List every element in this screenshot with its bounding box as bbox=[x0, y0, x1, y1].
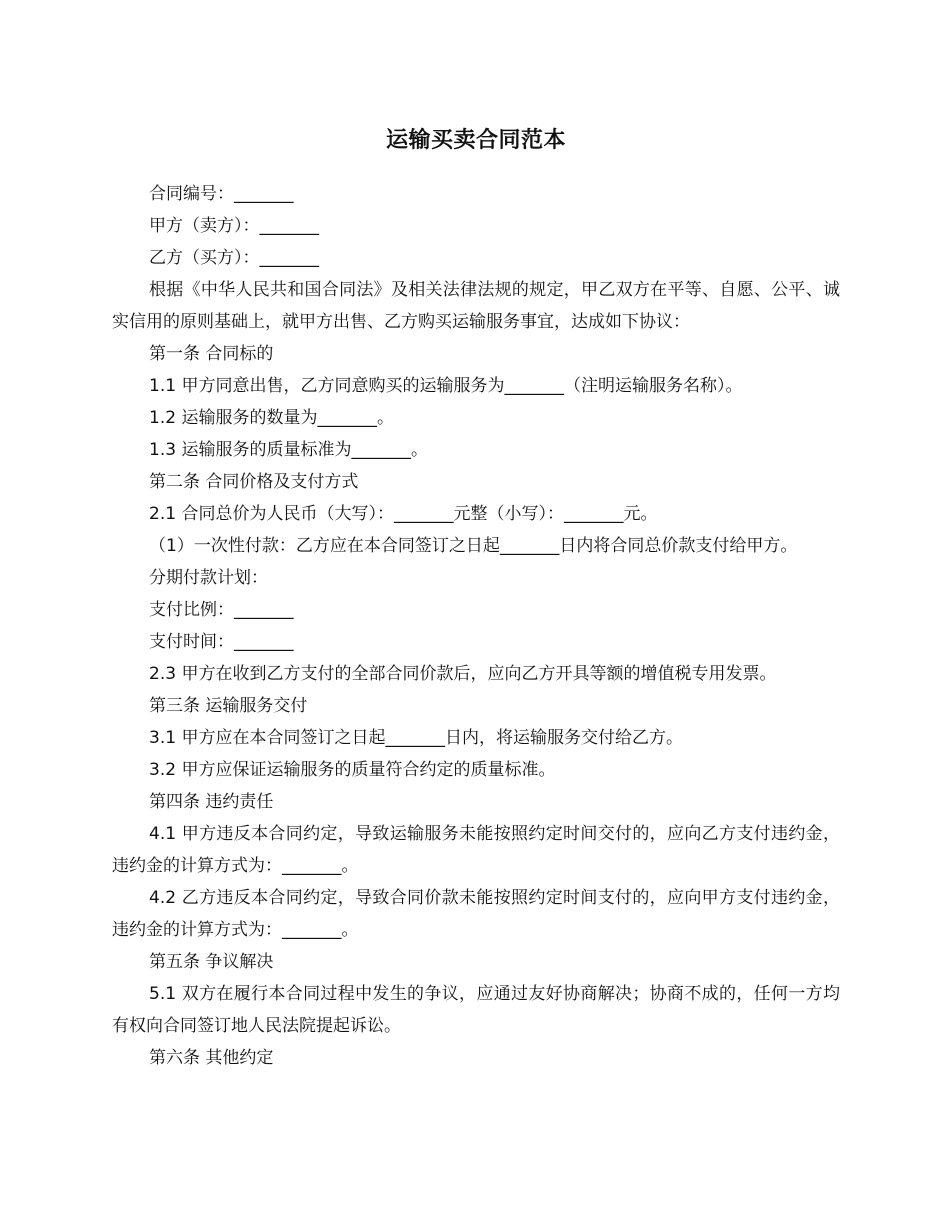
clause-1-1: 1.1 甲方同意出售，乙方同意购买的运输服务为_______（注明运输服务名称）。 bbox=[149, 376, 743, 396]
payment-option-1: （1）一次性付款：乙方应在本合同签订之日起_______日内将合同总价款支付给甲方。 bbox=[149, 536, 798, 556]
clause-3-1: 3.1 甲方应在本合同签订之日起_______日内，将运输服务交付给乙方。 bbox=[149, 728, 683, 748]
preamble-paragraph: 根据《中华人民共和国合同法》及相关法律法规的规定，甲乙双方在平等、自愿、公平、诚实信用的原则基础上，就甲方出售、乙方购买运输服务事宜，达成如下协议： bbox=[112, 280, 840, 332]
contract-number-line: 合同编号：_______ bbox=[149, 184, 294, 204]
article-5-heading: 第五条 争议解决 bbox=[149, 952, 274, 972]
clause-3-2: 3.2 甲方应保证运输服务的质量符合约定的质量标准。 bbox=[149, 760, 556, 780]
article-3-heading: 第三条 运输服务交付 bbox=[149, 696, 308, 716]
article-2-heading: 第二条 合同价格及支付方式 bbox=[149, 472, 359, 492]
article-6-heading: 第六条 其他约定 bbox=[149, 1048, 274, 1068]
clause-4-1: 4.1 甲方违反本合同约定，导致运输服务未能按照约定时间交付的，应向乙方支付违约金，违约金的计算方式为：_______。 bbox=[112, 824, 840, 876]
document-title: 运输买卖合同范本 bbox=[385, 128, 566, 153]
installment-plan-heading: 分期付款计划： bbox=[149, 568, 268, 588]
party-b-line: 乙方（买方）：_______ bbox=[149, 248, 319, 268]
clause-4-2: 4.2 乙方违反本合同约定，导致合同价款未能按照约定时间支付的，应向甲方支付违约金，违约金的计算方式为：_______。 bbox=[112, 888, 840, 940]
article-4-heading: 第四条 违约责任 bbox=[149, 792, 274, 812]
article-1-heading: 第一条 合同标的 bbox=[149, 344, 274, 364]
payment-ratio-line: 支付比例：_______ bbox=[149, 600, 294, 620]
clause-5-1: 5.1 双方在履行本合同过程中发生的争议，应通过友好协商解决；协商不成的，任何一方均有权向合同签订地人民法院提起诉讼。 bbox=[112, 984, 840, 1036]
clause-1-2: 1.2 运输服务的数量为_______。 bbox=[149, 408, 394, 428]
document-page bbox=[112, 118, 840, 1074]
clause-1-3: 1.3 运输服务的质量标准为_______。 bbox=[149, 440, 428, 460]
clause-2-3: 2.3 甲方在收到乙方支付的全部合同价款后，应向乙方开具等额的增值税专用发票。 bbox=[149, 664, 777, 684]
party-a-line: 甲方（卖方）：_______ bbox=[149, 216, 319, 236]
clause-2-1: 2.1 合同总价为人民币（大写）：_______元整（小写）：_______元。 bbox=[149, 504, 658, 524]
payment-time-line: 支付时间：_______ bbox=[149, 632, 294, 652]
